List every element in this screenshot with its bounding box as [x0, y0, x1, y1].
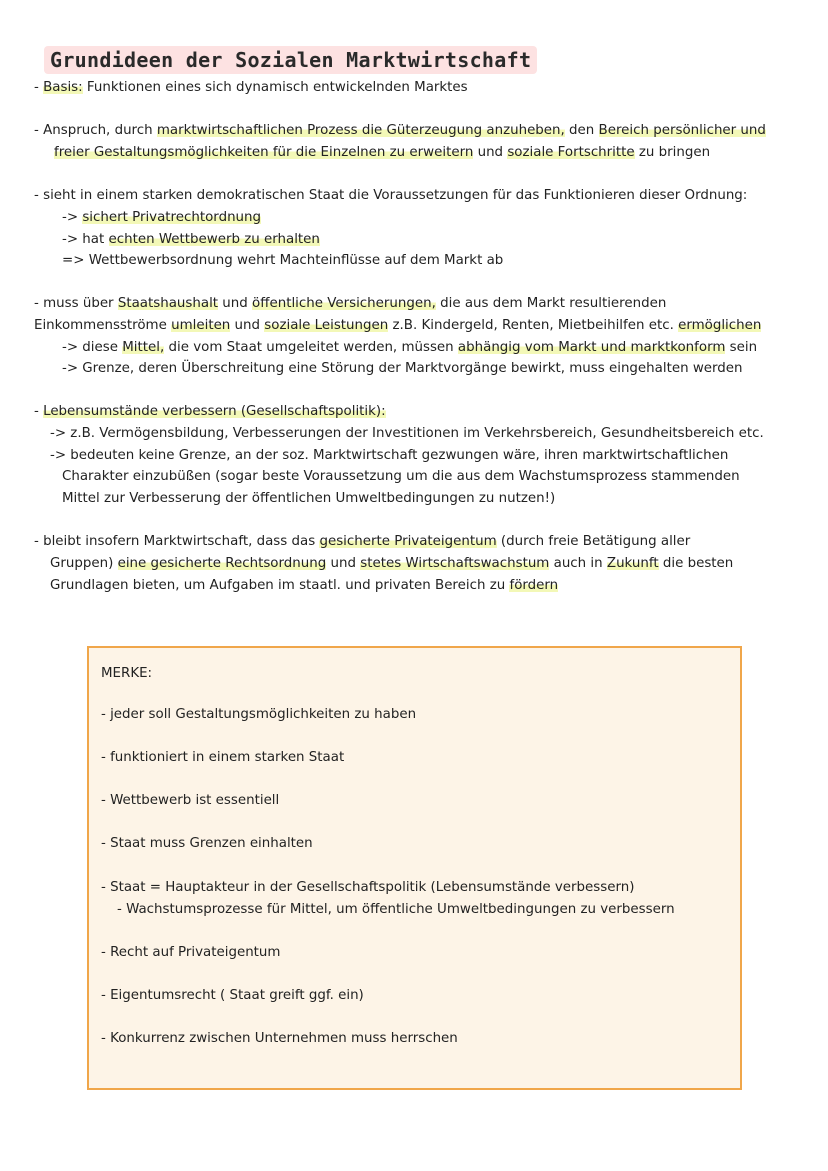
text: den — [564, 123, 599, 138]
highlight: soziale Fortschritte — [507, 145, 635, 160]
anspruch-line-1 — [34, 121, 766, 141]
text: und — [218, 296, 253, 311]
highlight: umleiten — [171, 318, 231, 333]
highlight: marktwirtschaftlichen Prozess die Güterzeugung anzuheben, — [156, 123, 565, 138]
highlight: ermöglichen — [678, 318, 762, 333]
highlight: stetes Wirtschaftswachstum — [360, 556, 550, 571]
text: Einkommensströme — [34, 318, 172, 333]
staat-line-2 — [62, 208, 261, 228]
leben-line-1 — [34, 402, 386, 422]
text: - muss über — [34, 296, 118, 311]
text: - bleibt insofern Marktwirtschaft, dass das — [34, 534, 320, 549]
merke-item: - Wettbewerb ist essentiell — [101, 793, 280, 808]
highlight: echten Wettbewerb zu erhalten — [108, 232, 320, 247]
merke-item: - Staat muss Grenzen einhalten — [101, 836, 313, 851]
text: auch in — [549, 556, 607, 571]
haushalt-line-3 — [62, 338, 757, 358]
highlight: Bereich persönlicher und — [598, 123, 766, 138]
leben-line-2: -> z.B. Vermögensbildung, Verbesserungen der Investitionen im Verkehrsbereich, Gesundheitsbereich etc. — [50, 426, 764, 441]
highlight: abhängig vom Markt und marktkonform — [457, 340, 726, 355]
haushalt-line-2 — [34, 316, 761, 336]
staat-line-4: => Wettbewerbsordnung wehrt Machteinflüsse auf dem Markt ab — [62, 253, 504, 268]
highlight: freier Gestaltungsmöglichkeiten für die Einzelnen zu erweitern — [54, 145, 474, 160]
text: die aus dem Markt resultierenden — [435, 296, 667, 311]
text: (durch freie Betätigung aller — [496, 534, 691, 549]
highlight: Staatshaushalt — [117, 296, 219, 311]
text: zu bringen — [634, 145, 711, 160]
bleibt-line-1 — [34, 532, 690, 552]
text: z.B. Kindergeld, Renten, Mietbeihilfen etc. — [388, 318, 679, 333]
highlight: fördern — [509, 578, 559, 593]
text: die besten — [658, 556, 734, 571]
text: sein — [725, 340, 758, 355]
highlight: eine gesicherte Rechtsordnung — [117, 556, 327, 571]
leben-line-5: Mittel zur Verbesserung der öffentlichen Umweltbedingungen zu nutzen!) — [62, 491, 556, 506]
text: Funktionen eines sich dynamisch entwickelnden Marktes — [82, 80, 468, 95]
text: - Anspruch, durch — [34, 123, 157, 138]
merke-item: - Staat = Hauptakteur in der Gesellschaftspolitik (Lebensumstände verbessern) — [101, 880, 635, 895]
text: Gruppen) — [50, 556, 118, 571]
bleibt-line-3 — [50, 576, 558, 596]
page-title: Grundideen der Sozialen Marktwirtschaft — [44, 46, 537, 74]
highlight: soziale Leistungen — [264, 318, 389, 333]
text: - — [34, 80, 44, 95]
bleibt-line-2 — [50, 554, 733, 574]
text: und — [326, 556, 361, 571]
merke-item: - jeder soll Gestaltungsmöglichkeiten zu haben — [101, 707, 417, 722]
staat-line-3 — [62, 230, 320, 250]
merke-box — [87, 646, 742, 1090]
merke-item: - Konkurrenz zwischen Unternehmen muss herrschen — [101, 1031, 458, 1046]
merke-heading: MERKE: — [101, 666, 153, 681]
text: und — [230, 318, 265, 333]
merke-item: - funktioniert in einem starken Staat — [101, 750, 345, 765]
highlight: sichert Privatrechtordnung — [82, 210, 262, 225]
merke-item: - Recht auf Privateigentum — [101, 945, 281, 960]
anspruch-line-2 — [54, 143, 710, 163]
staat-line-1: - sieht in einem starken demokratischen Staat die Voraussetzungen für das Funktionieren dieser Ordnung: — [34, 188, 748, 203]
highlight: gesicherte Privateigentum — [319, 534, 497, 549]
merke-item: - Eigentumsrecht ( Staat greift ggf. ein) — [101, 988, 364, 1003]
text: und — [473, 145, 508, 160]
text: - — [34, 404, 44, 419]
haushalt-line-1 — [34, 294, 666, 314]
leben-line-4: Charakter einzubüßen (sogar beste Voraussetzung um die aus dem Wachstumsprozess stammenden — [62, 469, 740, 484]
basis-line — [34, 78, 468, 98]
highlight: öffentliche Versicherungen, — [252, 296, 436, 311]
merke-subitem: - Wachstumsprozesse für Mittel, um öffentliche Umweltbedingungen zu verbessern — [117, 902, 675, 917]
text: die vom Staat umgeleitet werden, müssen — [164, 340, 458, 355]
text: -> diese — [62, 340, 123, 355]
haushalt-line-4: -> Grenze, deren Überschreitung eine Störung der Marktvorgänge bewirkt, muss eingehalten werden — [62, 361, 743, 376]
highlight: Zukunft — [606, 556, 659, 571]
highlight: Basis: — [43, 80, 83, 95]
text: -> hat — [62, 232, 109, 247]
text: Grundlagen bieten, um Aufgaben im staatl. und privaten Bereich zu — [50, 578, 510, 593]
highlight: Mittel, — [122, 340, 165, 355]
leben-line-3: -> bedeuten keine Grenze, an der soz. Marktwirtschaft gezwungen wäre, ihren marktwirtschaftlichen — [50, 448, 729, 463]
text: -> — [62, 210, 83, 225]
highlight: Lebensumstände verbessern (Gesellschaftspolitik): — [43, 404, 386, 419]
